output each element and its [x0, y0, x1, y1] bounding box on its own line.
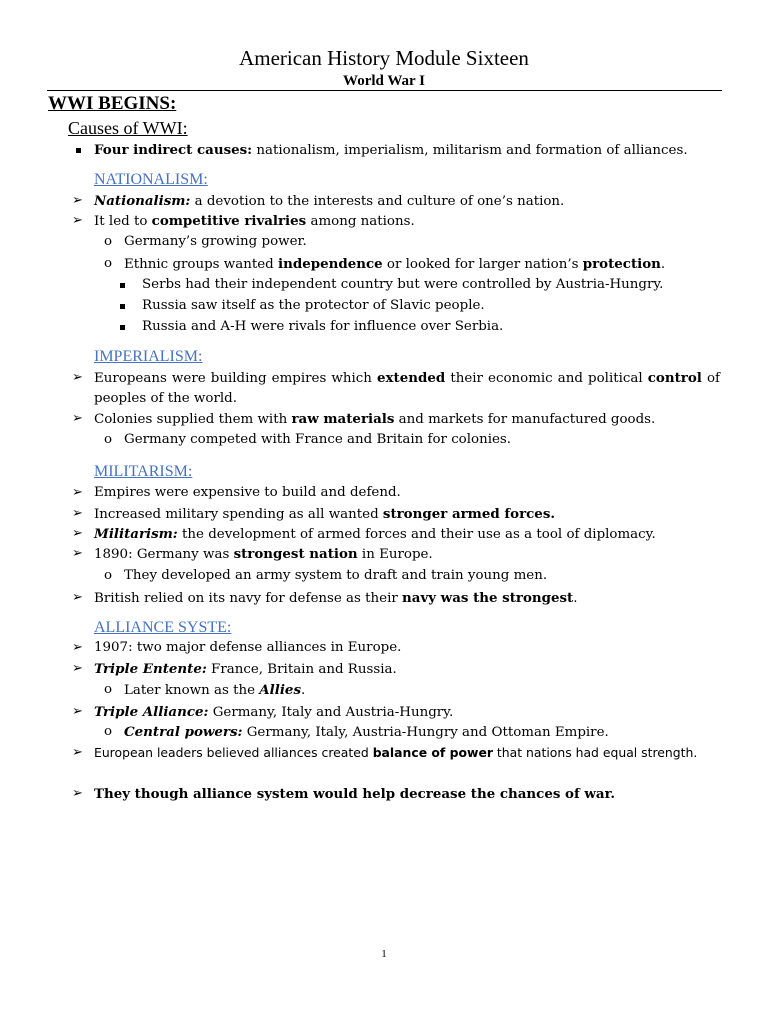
arrow-bullet-icon: ➢ — [72, 213, 83, 228]
arrow-bullet-icon: ➢ — [72, 745, 83, 760]
list-item: ➢ Europeans were building empires which extended their economic and political control of peoples of the world. — [72, 370, 720, 406]
circle-bullet-icon: o — [104, 234, 113, 249]
square-bullet-icon — [120, 296, 125, 316]
arrow-bullet-icon: ➢ — [72, 370, 83, 385]
subheading-causes: Causes of WWI: — [68, 118, 188, 138]
arrow-bullet-icon: ➢ — [72, 546, 83, 561]
section-heading-wwi-begins: WWI BEGINS: — [48, 93, 177, 114]
square-bullet-icon — [76, 140, 81, 160]
arrow-bullet-icon: ➢ — [72, 661, 83, 676]
arrow-bullet-icon: ➢ — [72, 704, 83, 719]
arrow-bullet-icon: ➢ — [72, 193, 83, 208]
page-number: 1 — [381, 948, 387, 960]
arrow-bullet-icon: ➢ — [72, 590, 83, 605]
circle-bullet-icon: o — [104, 432, 113, 447]
arrow-bullet-icon: ➢ — [72, 786, 83, 801]
title-rule — [47, 90, 722, 91]
arrow-bullet-icon: ➢ — [72, 640, 83, 655]
section-heading-militarism: MILITARISM: — [94, 463, 193, 480]
section-heading-alliance: ALLIANCE SYSTE: — [94, 619, 232, 636]
circle-bullet-icon: o — [104, 568, 113, 583]
circle-bullet-icon: o — [104, 682, 113, 697]
list-item: ➢ European leaders believed alliances created balance of power that nations had equal strength. — [72, 745, 698, 760]
square-bullet-icon — [120, 275, 125, 295]
square-bullet-icon — [120, 317, 125, 337]
document-page: American History Module Sixteen World War I WWI BEGINS: Causes of WWI: Four indirect causes: nationalism, imperialism, militarism and formation of alliances. NATIONALISM: ➢ Nationalism: a devotion to the interests and culture of one’s nation. ➢ It led to competitive rivalries among nations. o Germany’s growing power. o Ethnic groups wanted independence or looked for larger nation’s protection. Serbs had their independent country but were controlled by Austria-Hungry. Russia saw itself as the protector of Slavic people. Russia and A-H were rivals for influence over Serbia. IMPERIALISM: ➢ Europeans were building empires which extended their economic and political control of peoples of the world. ➢ Colonies supplied them with raw materials and markets for manufactured goods. o Germany competed with France and Britain for colonies. MILITARISM: ➢ Empires were expensive to build and defend. ➢ Increased military spending as all wanted stronger armed forces. ➢ Militarism: the development of armed forces and their use as a tool of diplomacy. ➢ 1890: Germany was strongest nation in Europe. o They developed an army system to draft and train young men. ➢ British relied on its navy for defense as their navy was the strongest. ALLIANCE SYSTE: ➢ 1907: two major defense alliances in Europe. ➢ Triple Entente: France, Britain and Russia. o Later known as the Allies. ➢ Triple Alliance: Germany, Italy and Austria-Hungry. o Central powers: Germany, Italy, Austria-Hungry and Ottoman Empire. ➢ European leaders believed alliances created balance of power that nations had equal strength. ➢ They though alliance system would help decrease the chances of war. 1 — [0, 0, 768, 1024]
section-heading-imperialism: IMPERIALISM: — [94, 348, 203, 365]
circle-bullet-icon: o — [104, 724, 113, 739]
arrow-bullet-icon: ➢ — [72, 411, 83, 426]
arrow-bullet-icon: ➢ — [72, 526, 83, 541]
page-title: American History Module Sixteen — [239, 46, 529, 70]
arrow-bullet-icon: ➢ — [72, 485, 83, 500]
page-subtitle: World War I — [343, 73, 425, 89]
section-heading-nationalism: NATIONALISM: — [94, 171, 208, 188]
arrow-bullet-icon: ➢ — [72, 506, 83, 521]
circle-bullet-icon: o — [104, 256, 113, 271]
